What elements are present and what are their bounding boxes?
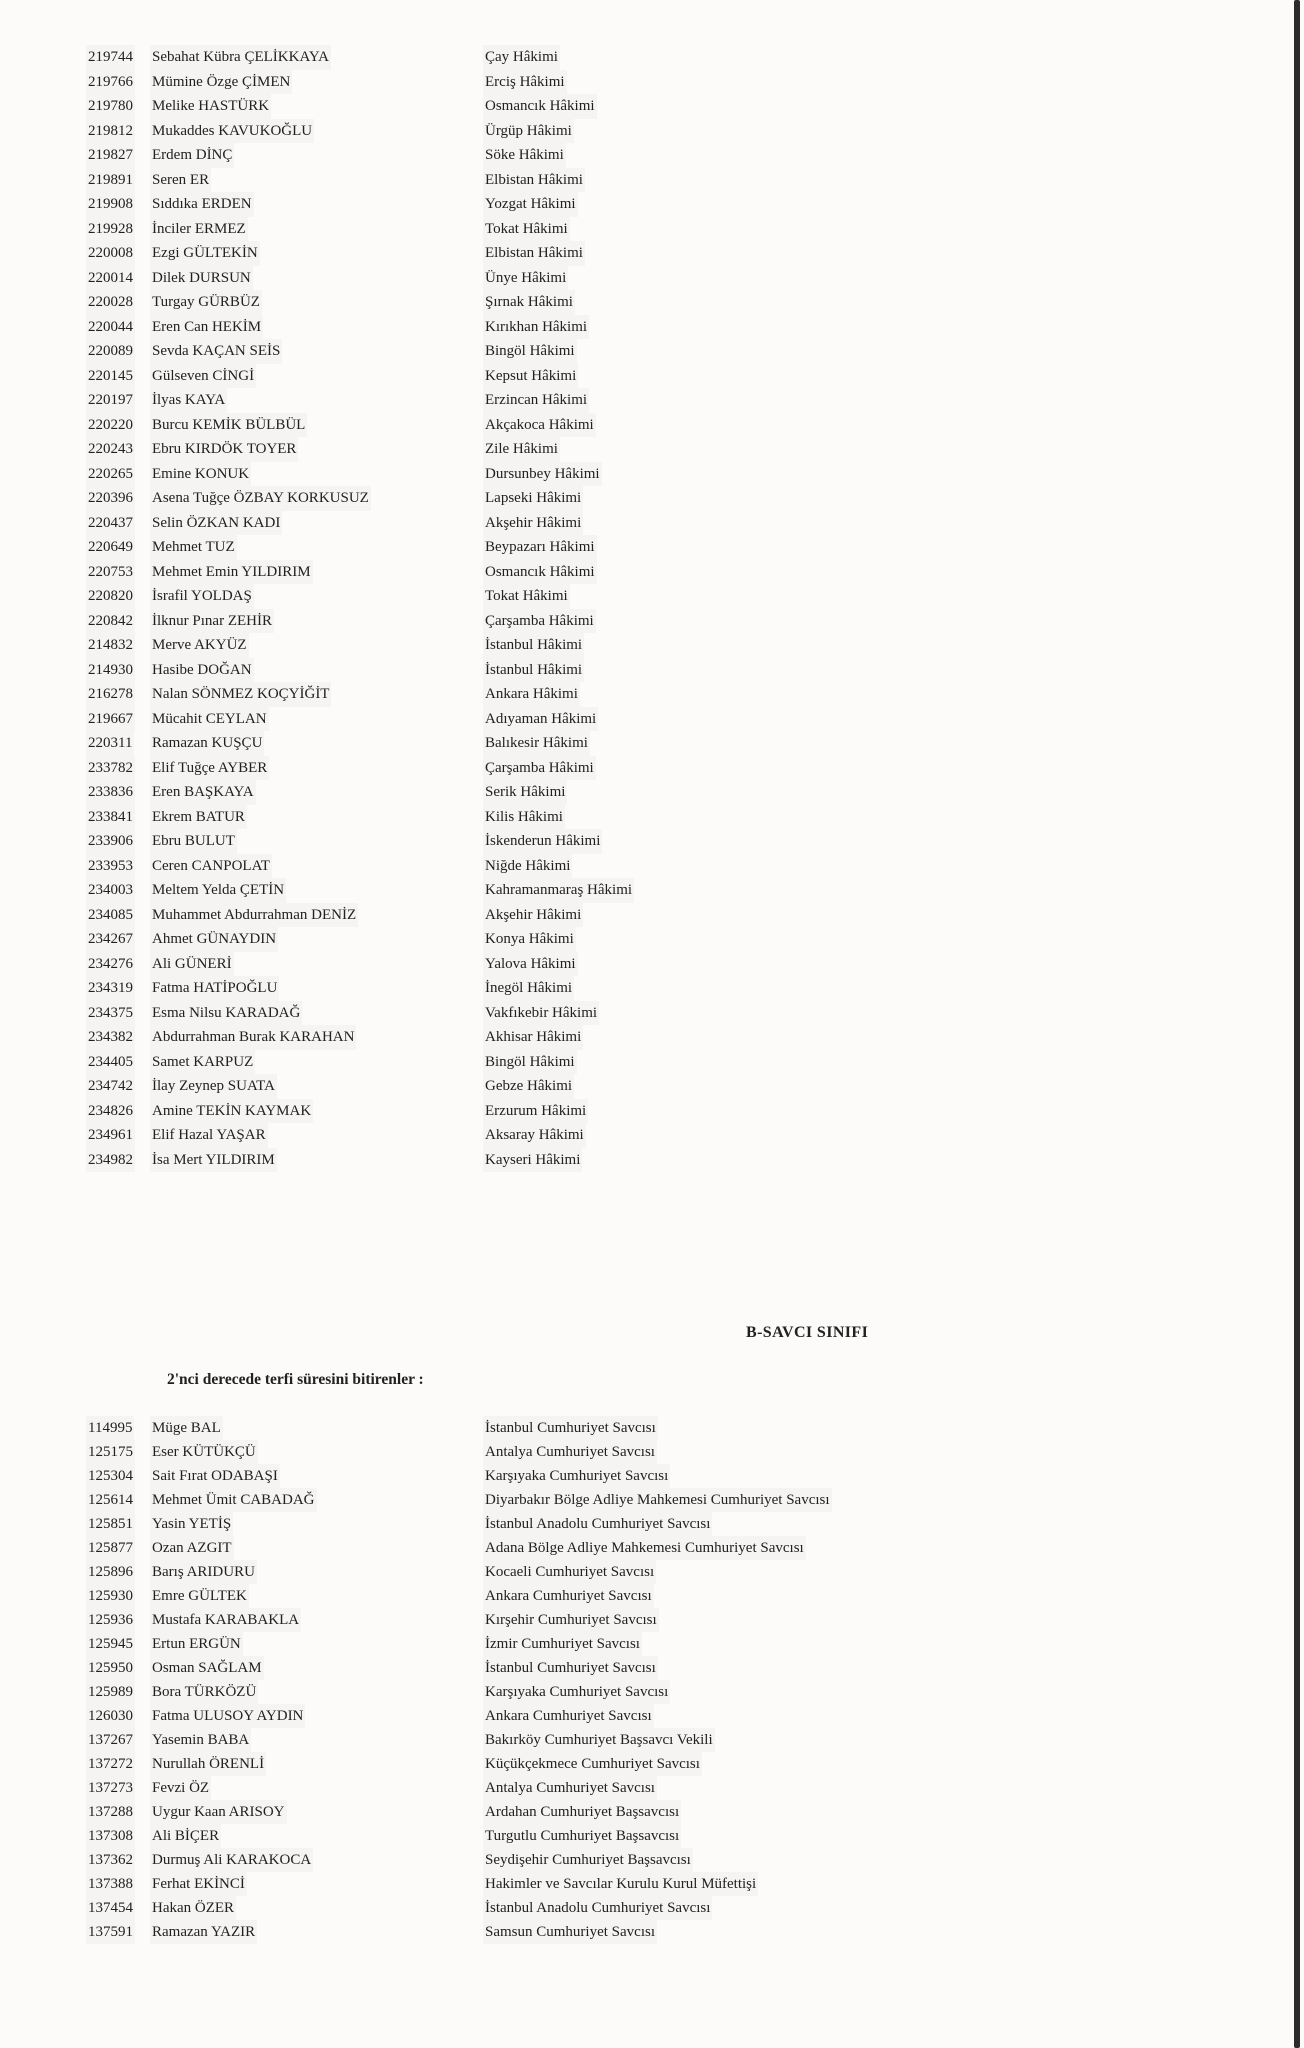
table-row <box>0 609 1280 634</box>
registry-number: 234382 <box>86 1025 135 1050</box>
person-name: Selin ÖZKAN KADI <box>150 511 282 536</box>
person-name: Elif Tuğçe AYBER <box>150 756 269 781</box>
table-row <box>0 119 1280 144</box>
duty-title: Ünye Hâkimi <box>483 266 568 291</box>
person-name: Yasemin BABA <box>150 1728 251 1752</box>
table-row <box>0 1025 1280 1050</box>
table-row <box>0 94 1280 119</box>
registry-number: 220197 <box>86 388 135 413</box>
table-row <box>0 315 1280 340</box>
table-row <box>0 682 1280 707</box>
registry-number: 219780 <box>86 94 135 119</box>
registry-number: 220649 <box>86 535 135 560</box>
table-row <box>0 1656 1280 1680</box>
person-name: Seren ER <box>150 168 211 193</box>
registry-number: 220265 <box>86 462 135 487</box>
registry-number: 220008 <box>86 241 135 266</box>
person-name: Emre GÜLTEK <box>150 1584 249 1608</box>
table-row <box>0 829 1280 854</box>
duty-title: Kırıkhan Hâkimi <box>483 315 589 340</box>
person-name: Ebru KIRDÖK TOYER <box>150 437 298 462</box>
judges-list <box>0 45 1280 1172</box>
person-name: Mustafa KARABAKLA <box>150 1608 301 1632</box>
registry-number: 234003 <box>86 878 135 903</box>
table-row <box>0 168 1280 193</box>
person-name: Abdurrahman Burak KARAHAN <box>150 1025 356 1050</box>
registry-number: 220145 <box>86 364 135 389</box>
duty-title: Yozgat Hâkimi <box>483 192 578 217</box>
registry-number: 220089 <box>86 339 135 364</box>
registry-number: 233953 <box>86 854 135 879</box>
registry-number: 234267 <box>86 927 135 952</box>
table-row <box>0 437 1280 462</box>
table-row <box>0 1632 1280 1656</box>
person-name: Amine TEKİN KAYMAK <box>150 1099 313 1124</box>
person-name: Turgay GÜRBÜZ <box>150 290 262 315</box>
duty-title: Ardahan Cumhuriyet Başsavcısı <box>483 1800 681 1824</box>
duty-title: Balıkesir Hâkimi <box>483 731 590 756</box>
table-row <box>0 1584 1280 1608</box>
table-row <box>0 535 1280 560</box>
duty-title: Erzurum Hâkimi <box>483 1099 588 1124</box>
person-name: Erdem DİNÇ <box>150 143 234 168</box>
person-name: Hasibe DOĞAN <box>150 658 254 683</box>
table-row <box>0 1123 1280 1148</box>
duty-title: Elbistan Hâkimi <box>483 168 585 193</box>
person-name: Mehmet TUZ <box>150 535 237 560</box>
duty-title: İstanbul Hâkimi <box>483 658 584 683</box>
duty-title: Beypazarı Hâkimi <box>483 535 597 560</box>
registry-number: 125930 <box>86 1584 135 1608</box>
person-name: Mücahit CEYLAN <box>150 707 269 732</box>
table-row <box>0 1536 1280 1560</box>
registry-number: 219928 <box>86 217 135 242</box>
person-name: İsrafil YOLDAŞ <box>150 584 254 609</box>
registry-number: 234826 <box>86 1099 135 1124</box>
registry-number: 125896 <box>86 1560 135 1584</box>
duty-title: Yalova Hâkimi <box>483 952 578 977</box>
person-name: Nalan SÖNMEZ KOÇYİĞİT <box>150 682 331 707</box>
registry-number: 137273 <box>86 1776 135 1800</box>
registry-number: 219744 <box>86 45 135 70</box>
registry-number: 114995 <box>86 1416 134 1440</box>
duty-title: Akçakoca Hâkimi <box>483 413 596 438</box>
person-name: Eren BAŞKAYA <box>150 780 256 805</box>
table-row <box>0 217 1280 242</box>
duty-title: Adana Bölge Adliye Mahkemesi Cumhuriyet Savcısı <box>483 1536 806 1560</box>
person-name: Ekrem BATUR <box>150 805 247 830</box>
duty-title: Konya Hâkimi <box>483 927 576 952</box>
registry-number: 125304 <box>86 1464 135 1488</box>
registry-number: 220243 <box>86 437 135 462</box>
duty-title: Osmancık Hâkimi <box>483 560 597 585</box>
registry-number: 214930 <box>86 658 135 683</box>
duty-title: Kayseri Hâkimi <box>483 1148 582 1173</box>
duty-title: Ankara Cumhuriyet Savcısı <box>483 1584 654 1608</box>
registry-number: 219667 <box>86 707 135 732</box>
person-name: Hakan ÖZER <box>150 1896 236 1920</box>
duty-title: Gebze Hâkimi <box>483 1074 574 1099</box>
duty-title: İskenderun Hâkimi <box>483 829 602 854</box>
table-row <box>0 1848 1280 1872</box>
table-row <box>0 1680 1280 1704</box>
duty-title: Kilis Hâkimi <box>483 805 565 830</box>
duty-title: Çay Hâkimi <box>483 45 560 70</box>
registry-number: 220437 <box>86 511 135 536</box>
table-row <box>0 854 1280 879</box>
person-name: Sevda KAÇAN SEİS <box>150 339 282 364</box>
person-name: Elif Hazal YAŞAR <box>150 1123 268 1148</box>
table-row <box>0 1728 1280 1752</box>
duty-title: Tokat Hâkimi <box>483 217 570 242</box>
registry-number: 219908 <box>86 192 135 217</box>
duty-title: Seydişehir Cumhuriyet Başsavcısı <box>483 1848 693 1872</box>
person-name: Emine KONUK <box>150 462 251 487</box>
table-row <box>0 462 1280 487</box>
duty-title: Antalya Cumhuriyet Savcısı <box>483 1776 657 1800</box>
person-name: Merve AKYÜZ <box>150 633 249 658</box>
registry-number: 137362 <box>86 1848 135 1872</box>
table-row <box>0 1896 1280 1920</box>
person-name: Fevzi ÖZ <box>150 1776 211 1800</box>
registry-number: 234319 <box>86 976 135 1001</box>
registry-number: 137272 <box>86 1752 135 1776</box>
duty-title: Niğde Hâkimi <box>483 854 572 879</box>
person-name: Ramazan KUŞÇU <box>150 731 264 756</box>
person-name: Meltem Yelda ÇETİN <box>150 878 286 903</box>
duty-title: Aksaray Hâkimi <box>483 1123 586 1148</box>
person-name: Sıddıka ERDEN <box>150 192 254 217</box>
table-row <box>0 1099 1280 1124</box>
table-row <box>0 45 1280 70</box>
registry-number: 234961 <box>86 1123 135 1148</box>
duty-title: Zile Hâkimi <box>483 437 560 462</box>
duty-title: Akşehir Hâkimi <box>483 903 583 928</box>
person-name: Eser KÜTÜKÇÜ <box>150 1440 258 1464</box>
registry-number: 137454 <box>86 1896 135 1920</box>
table-row <box>0 1512 1280 1536</box>
table-row <box>0 560 1280 585</box>
person-name: Barış ARIDURU <box>150 1560 257 1584</box>
person-name: Mehmet Emin YILDIRIM <box>150 560 313 585</box>
table-row <box>0 1704 1280 1728</box>
prosecutors-list <box>0 1416 1280 1944</box>
person-name: Ezgi GÜLTEKİN <box>150 241 260 266</box>
registry-number: 234742 <box>86 1074 135 1099</box>
registry-number: 220842 <box>86 609 135 634</box>
duty-title: Karşıyaka Cumhuriyet Savcısı <box>483 1680 670 1704</box>
registry-number: 233836 <box>86 780 135 805</box>
registry-number: 220396 <box>86 486 135 511</box>
table-row <box>0 1001 1280 1026</box>
registry-number: 125877 <box>86 1536 135 1560</box>
table-row <box>0 658 1280 683</box>
duty-title: İzmir Cumhuriyet Savcısı <box>483 1632 642 1656</box>
person-name: Sebahat Kübra ÇELİKKAYA <box>150 45 331 70</box>
table-row <box>0 70 1280 95</box>
duty-title: İstanbul Anadolu Cumhuriyet Savcısı <box>483 1512 712 1536</box>
table-row <box>0 878 1280 903</box>
registry-number: 219827 <box>86 143 135 168</box>
table-row <box>0 339 1280 364</box>
table-row <box>0 192 1280 217</box>
table-row <box>0 976 1280 1001</box>
table-row <box>0 952 1280 977</box>
table-row <box>0 1752 1280 1776</box>
table-row <box>0 584 1280 609</box>
table-row <box>0 388 1280 413</box>
registry-number: 233782 <box>86 756 135 781</box>
duty-title: Akhisar Hâkimi <box>483 1025 583 1050</box>
person-name: Osman SAĞLAM <box>150 1656 264 1680</box>
table-row <box>0 1440 1280 1464</box>
person-name: Ertun ERGÜN <box>150 1632 243 1656</box>
duty-title: Vakfıkebir Hâkimi <box>483 1001 599 1026</box>
table-row <box>0 780 1280 805</box>
registry-number: 219766 <box>86 70 135 95</box>
table-row <box>0 756 1280 781</box>
table-row <box>0 731 1280 756</box>
duty-title: Hakimler ve Savcılar Kurulu Kurul Müfettişi <box>483 1872 758 1896</box>
registry-number: 125175 <box>86 1440 135 1464</box>
duty-title: Serik Hâkimi <box>483 780 567 805</box>
registry-number: 125950 <box>86 1656 135 1680</box>
person-name: İnciler ERMEZ <box>150 217 248 242</box>
table-row <box>0 1824 1280 1848</box>
duty-title: Erciş Hâkimi <box>483 70 567 95</box>
table-row <box>0 633 1280 658</box>
registry-number: 137388 <box>86 1872 135 1896</box>
table-row <box>0 1050 1280 1075</box>
duty-title: İstanbul Hâkimi <box>483 633 584 658</box>
registry-number: 234085 <box>86 903 135 928</box>
registry-number: 233841 <box>86 805 135 830</box>
person-name: Asena Tuğçe ÖZBAY KORKUSUZ <box>150 486 371 511</box>
registry-number: 233906 <box>86 829 135 854</box>
registry-number: 214832 <box>86 633 135 658</box>
person-name: Müge BAL <box>150 1416 223 1440</box>
person-name: Yasin YETİŞ <box>150 1512 233 1536</box>
registry-number: 216278 <box>86 682 135 707</box>
registry-number: 234982 <box>86 1148 135 1173</box>
table-row <box>0 266 1280 291</box>
duty-title: Bakırköy Cumhuriyet Başsavcı Vekili <box>483 1728 715 1752</box>
duty-title: Kırşehir Cumhuriyet Savcısı <box>483 1608 659 1632</box>
duty-title: Adıyaman Hâkimi <box>483 707 598 732</box>
table-row <box>0 413 1280 438</box>
table-row <box>0 903 1280 928</box>
person-name: Bora TÜRKÖZÜ <box>150 1680 258 1704</box>
person-name: Eren Can HEKİM <box>150 315 263 340</box>
duty-title: İstanbul Anadolu Cumhuriyet Savcısı <box>483 1896 712 1920</box>
table-row <box>0 290 1280 315</box>
duty-title: Çarşamba Hâkimi <box>483 756 596 781</box>
table-row <box>0 927 1280 952</box>
registry-number: 234375 <box>86 1001 135 1026</box>
registry-number: 220311 <box>86 731 134 756</box>
person-name: İsa Mert YILDIRIM <box>150 1148 277 1173</box>
registry-number: 126030 <box>86 1704 135 1728</box>
duty-title: Çarşamba Hâkimi <box>483 609 596 634</box>
table-row <box>0 511 1280 536</box>
duty-title: Bingöl Hâkimi <box>483 339 577 364</box>
registry-number: 125936 <box>86 1608 135 1632</box>
table-row <box>0 1560 1280 1584</box>
person-name: Mümine Özge ÇİMEN <box>150 70 292 95</box>
table-row <box>0 364 1280 389</box>
duty-title: Samsun Cumhuriyet Savcısı <box>483 1920 657 1944</box>
scan-edge-artifact <box>1294 0 1300 2048</box>
duty-title: Akşehir Hâkimi <box>483 511 583 536</box>
duty-title: Karşıyaka Cumhuriyet Savcısı <box>483 1464 670 1488</box>
table-row <box>0 1416 1280 1440</box>
person-name: İlay Zeynep SUATA <box>150 1074 277 1099</box>
person-name: Nurullah ÖRENLİ <box>150 1752 266 1776</box>
registry-number: 220028 <box>86 290 135 315</box>
duty-title: Erzincan Hâkimi <box>483 388 589 413</box>
registry-number: 137591 <box>86 1920 135 1944</box>
person-name: İlyas KAYA <box>150 388 227 413</box>
duty-title: Ankara Cumhuriyet Savcısı <box>483 1704 654 1728</box>
person-name: Muhammet Abdurrahman DENİZ <box>150 903 358 928</box>
registry-number: 125614 <box>86 1488 135 1512</box>
table-row <box>0 1488 1280 1512</box>
duty-title: Tokat Hâkimi <box>483 584 570 609</box>
registry-number: 219891 <box>86 168 135 193</box>
registry-number: 220014 <box>86 266 135 291</box>
table-row <box>0 1776 1280 1800</box>
duty-title: Dursunbey Hâkimi <box>483 462 602 487</box>
duty-title: İnegöl Hâkimi <box>483 976 574 1001</box>
table-row <box>0 1464 1280 1488</box>
duty-title: Küçükçekmece Cumhuriyet Savcısı <box>483 1752 702 1776</box>
person-name: Sait Fırat ODABAŞI <box>150 1464 280 1488</box>
registry-number: 220044 <box>86 315 135 340</box>
person-name: Durmuş Ali KARAKOCA <box>150 1848 313 1872</box>
table-row <box>0 241 1280 266</box>
person-name: Mukaddes KAVUKOĞLU <box>150 119 314 144</box>
duty-title: Turgutlu Cumhuriyet Başsavcısı <box>483 1824 681 1848</box>
duty-title: Ankara Hâkimi <box>483 682 580 707</box>
duty-title: Lapseki Hâkimi <box>483 486 583 511</box>
person-name: Ferhat EKİNCİ <box>150 1872 247 1896</box>
table-row <box>0 143 1280 168</box>
person-name: Ebru BULUT <box>150 829 237 854</box>
table-row <box>0 1872 1280 1896</box>
registry-number: 137288 <box>86 1800 135 1824</box>
person-name: Ozan AZGIT <box>150 1536 234 1560</box>
registry-number: 220820 <box>86 584 135 609</box>
duty-title: Antalya Cumhuriyet Savcısı <box>483 1440 657 1464</box>
section-b-title: B-SAVCI SINIFI <box>746 1324 869 1341</box>
registry-number: 125851 <box>86 1512 135 1536</box>
registry-number: 234405 <box>86 1050 135 1075</box>
person-name: Ahmet GÜNAYDIN <box>150 927 278 952</box>
table-row <box>0 1920 1280 1944</box>
person-name: Ali BİÇER <box>150 1824 221 1848</box>
registry-number: 137308 <box>86 1824 135 1848</box>
duty-title: Şırnak Hâkimi <box>483 290 575 315</box>
duty-title: Diyarbakır Bölge Adliye Mahkemesi Cumhuriyet Savcısı <box>483 1488 832 1512</box>
person-name: Ramazan YAZIR <box>150 1920 257 1944</box>
person-name: Burcu KEMİK BÜLBÜL <box>150 413 307 438</box>
person-name: Mehmet Ümit CABADAĞ <box>150 1488 317 1512</box>
table-row <box>0 1608 1280 1632</box>
person-name: Melike HASTÜRK <box>150 94 271 119</box>
duty-title: Bingöl Hâkimi <box>483 1050 577 1075</box>
registry-number: 125989 <box>86 1680 135 1704</box>
duty-title: Söke Hâkimi <box>483 143 566 168</box>
duty-title: Elbistan Hâkimi <box>483 241 585 266</box>
duty-title: Kocaeli Cumhuriyet Savcısı <box>483 1560 656 1584</box>
person-name: Ceren CANPOLAT <box>150 854 272 879</box>
duty-title: İstanbul Cumhuriyet Savcısı <box>483 1656 658 1680</box>
person-name: Dilek DURSUN <box>150 266 253 291</box>
registry-number: 125945 <box>86 1632 135 1656</box>
registry-number: 137267 <box>86 1728 135 1752</box>
registry-number: 220753 <box>86 560 135 585</box>
table-row <box>0 486 1280 511</box>
table-row <box>0 1148 1280 1173</box>
duty-title: Kepsut Hâkimi <box>483 364 578 389</box>
table-row <box>0 805 1280 830</box>
registry-number: 219812 <box>86 119 135 144</box>
table-row <box>0 707 1280 732</box>
table-row <box>0 1074 1280 1099</box>
promotion-subtitle: 2'nci derecede terfi süresini bitirenler : <box>167 1371 424 1388</box>
duty-title: İstanbul Cumhuriyet Savcısı <box>483 1416 658 1440</box>
person-name: İlknur Pınar ZEHİR <box>150 609 274 634</box>
person-name: Ali GÜNERİ <box>150 952 234 977</box>
person-name: Esma Nilsu KARADAĞ <box>150 1001 302 1026</box>
registry-number: 234276 <box>86 952 135 977</box>
person-name: Uygur Kaan ARISOY <box>150 1800 287 1824</box>
person-name: Fatma ULUSOY AYDIN <box>150 1704 305 1728</box>
duty-title: Ürgüp Hâkimi <box>483 119 574 144</box>
registry-number: 220220 <box>86 413 135 438</box>
duty-title: Kahramanmaraş Hâkimi <box>483 878 634 903</box>
person-name: Samet KARPUZ <box>150 1050 255 1075</box>
person-name: Fatma HATİPOĞLU <box>150 976 279 1001</box>
duty-title: Osmancık Hâkimi <box>483 94 597 119</box>
table-row <box>0 1800 1280 1824</box>
person-name: Gülseven CİNGİ <box>150 364 256 389</box>
